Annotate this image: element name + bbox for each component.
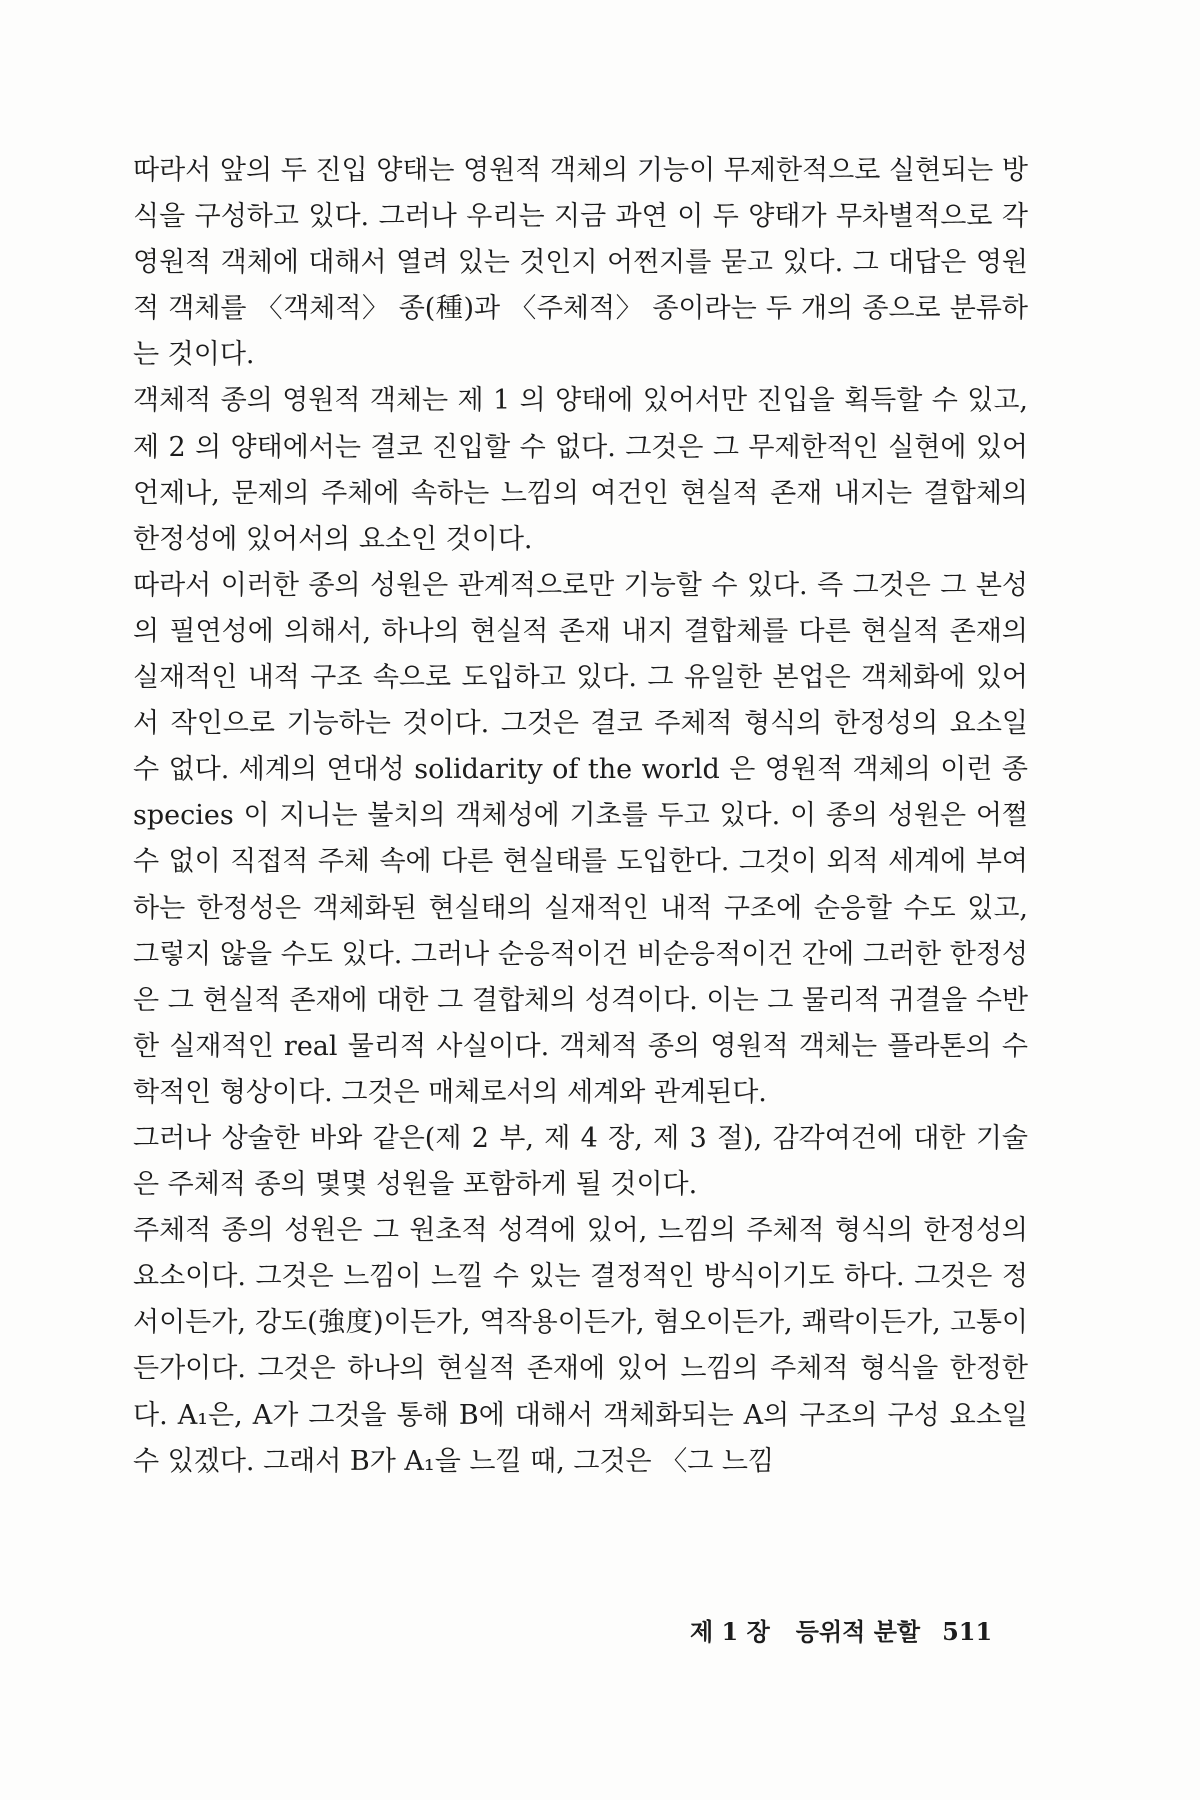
page-number: 511 xyxy=(942,1617,993,1646)
page-footer xyxy=(690,1612,1040,1647)
paragraph: 따라서 앞의 두 진입 양태는 영원적 객체의 기능이 무제한적으로 실현되는 방식을 구성하고 있다. 그러나 우리는 지금 과연 이 두 양태가 무차별적으로 각 영원적 객체에 대해서 열려 있는 것인지 어쩐지를 묻고 있다. 그 대답은 영원적 객체를 〈객체적〉 종(種)과 〈주체적〉 종이라는 두 개의 종으로 분류하는 것이다. xyxy=(133,155,1028,371)
footer-chapter-title: 등위적 분할 xyxy=(795,1617,921,1646)
paragraph: 그러나 상술한 바와 같은(제 2 부, 제 4 장, 제 3 절), 감각여건에 대한 기술은 주체적 종의 몇몇 성원을 포함하게 될 것이다. xyxy=(133,1122,1028,1201)
paragraph: 주체적 종의 성원은 그 원초적 성격에 있어, 느낌의 주체적 형식의 한정성의 요소이다. 그것은 느낌이 느낄 수 있는 결정적인 방식이기도 하다. 그것은 정서이든가, 강도(強度)이든가, 역작용이든가, 혐오이든가, 쾌락이든가, 고통이든가이다. 그것은 하나의 현실적 존재에 있어 느낌의 주체적 형식을 한정한다. A₁은, A가 그것을 통해 B에 대해서 객체화되는 A의 구조의 구성 요소일 수 있겠다. 그래서 B가 A₁을 느낄 때, 그것은 〈그 느낌 xyxy=(133,1215,1028,1477)
paragraph: 따라서 이러한 종의 성원은 관계적으로만 기능할 수 있다. 즉 그것은 그 본성의 필연성에 의해서, 하나의 현실적 존재 내지 결합체를 다른 현실적 존재의 실재적인 내적 구조 속으로 도입하고 있다. 그 유일한 본업은 객체화에 있어서 작인으로 기능하는 것이다. 그것은 결코 주체적 형식의 한정성의 요소일 수 없다. 세계의 연대성 solidarity of the world 은 영원적 객체의 이런 종 species 이 지니는 불치의 객체성에 기초를 두고 있다. 이 종의 성원은 어쩔 수 없이 직접적 주체 속에 다른 현실태를 도입한다. 그것이 외적 세계에 부여하는 한정성은 객체화된 현실태의 실재적인 내적 구조에 순응할 수도 있고, 그렇지 않을 수도 있다. 그러나 순응적이건 비순응적이건 간에 그러한 한정성은 그 현실적 존재에 대한 그 결합체의 성격이다. 이는 그 물리적 귀결을 수반한 실재적인 real 물리적 사실이다. 객체적 종의 영원적 객체는 플라톤의 수학적인 형상이다. 그것은 매체로서의 세계와 관계된다. xyxy=(133,569,1028,1108)
body-text xyxy=(133,148,1028,1485)
footer-chapter: 제 1 장 xyxy=(690,1617,770,1646)
paragraph: 객체적 종의 영원적 객체는 제 1 의 양태에 있어서만 진입을 획득할 수 있고, 제 2 의 양태에서는 결코 진입할 수 없다. 그것은 그 무제한적인 실현에 있어 언제나, 문제의 주체에 속하는 느낌의 여건인 현실적 존재 내지는 결합체의 한정성에 있어서의 요소인 것이다. xyxy=(133,385,1028,555)
